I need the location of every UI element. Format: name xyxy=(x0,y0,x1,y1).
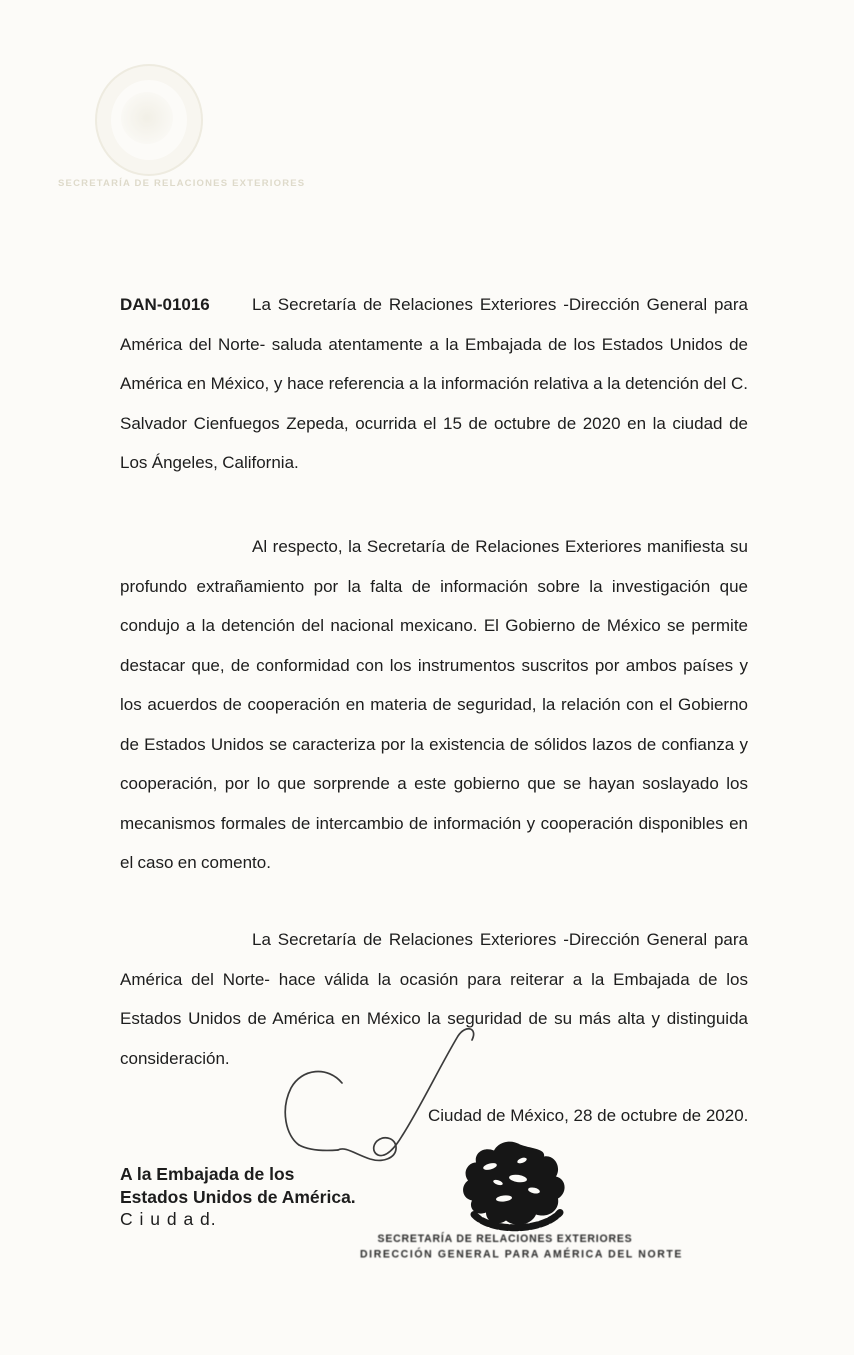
addressee-block xyxy=(120,1163,356,1231)
letterhead-caption: SECRETARÍA DE RELACIONES EXTERIORES xyxy=(58,178,306,189)
embossed-national-seal-icon xyxy=(95,64,203,176)
addressee-line-2: Estados Unidos de América. xyxy=(120,1186,356,1207)
stamp-caption-line-2: DIRECCIÓN GENERAL PARA AMÉRICA DEL NORTE xyxy=(360,1248,684,1261)
body-paragraph-2: Al respecto, la Secretaría de Relaciones Exteriores manifiesta su profundo extrañamiento por la falta de información sobre la investigación que condujo a la detención del nacional mexicano. El Gobierno de México se permite destacar que, de conformidad con los instrumentos suscritos por ambos países y los acuerdos de cooperación en materia de seguridad, la relación con el Gobierno de Estados Unidos se caracteriza por la existencia de sólidos lazos de confianza y cooperación, por lo que sorprende a este gobierno que se hayan soslayado los mecanismos formales de intercambio de información y cooperación disponibles en el caso en comento. xyxy=(120,537,748,872)
body-paragraph-1 xyxy=(120,285,748,483)
dateline: Ciudad de México, 28 de octubre de 2020. xyxy=(428,1106,749,1125)
addressee-line-1: A la Embajada de los xyxy=(120,1164,295,1184)
embossed-seal-center xyxy=(121,92,173,144)
stamp-caption-line-1: SECRETARÍA DE RELACIONES EXTERIORES xyxy=(377,1232,633,1245)
body-paragraph-3: La Secretaría de Relaciones Exteriores -Dirección General para América del Norte- hace válida la ocasión para reiterar a la Embajada de los Estados Unidos de América en México la seguridad de su más alta y distinguida consideración. xyxy=(120,930,748,1068)
paragraph-1-text: La Secretaría de Relaciones Exteriores -Dirección General para América del Norte- saluda atentamente a la Embajada de los Estados Unidos de América en México, y hace referencia a la información relativa a la detención del C. Salvador Cienfuegos Zepeda, ocurrida el 15 de octubre de 2020 en la ciudad de Los Ángeles, California. xyxy=(120,295,748,472)
stamp-caption xyxy=(360,1231,684,1263)
official-eagle-seal-icon xyxy=(460,1140,572,1236)
reference-number: DAN-01016 xyxy=(120,295,210,314)
signature-scribble xyxy=(270,1018,490,1168)
addressee-line-3: C i u d a d. xyxy=(120,1209,217,1229)
